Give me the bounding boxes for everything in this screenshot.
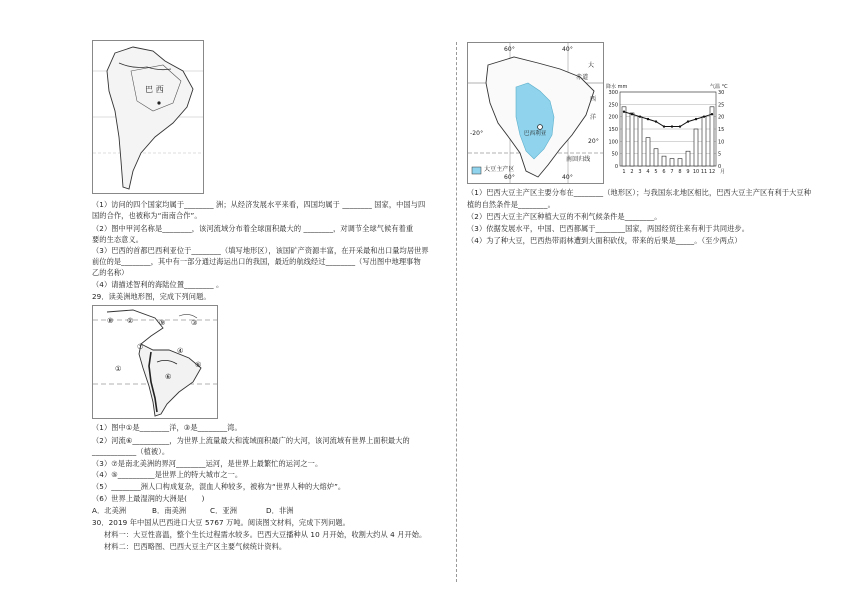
temp-tick-15: 15	[718, 127, 725, 133]
month-label-6: 6	[662, 169, 666, 175]
temperature-point-7	[671, 125, 673, 127]
temp-tick-30: 30	[718, 90, 725, 96]
q28-line-3: （2）图中甲河名称是________，该河流域分布着全球面积最大的 ________，对调节全球气候有着重	[92, 224, 414, 233]
column-divider	[456, 42, 457, 582]
q30r-line-5: （4）为了种大豆，巴西热带雨林遭到大面积砍伐，带来的后果是_____。（至少两点）	[467, 236, 742, 245]
precip-tick-150: 150	[608, 127, 618, 133]
map2-label-1: ①	[115, 364, 122, 373]
month-label-11: 11	[700, 169, 708, 175]
map3-lon-bottom-left: 60°	[504, 174, 515, 181]
month-label-2: 2	[630, 169, 634, 175]
precip-bar-5	[654, 149, 658, 166]
q30-line-2: 材料一：大豆性喜温，整个生长过程需水较多。巴西大豆播种从 10 月开始，收割大约从 4 月开始。	[104, 530, 427, 539]
americas-map	[92, 305, 218, 419]
temperature-point-3	[639, 115, 641, 117]
precip-tick-250: 250	[608, 102, 618, 109]
map2-label-6: ⑥	[165, 372, 172, 381]
month-label-8: 8	[678, 169, 682, 175]
precip-tick-0: 0	[614, 164, 618, 170]
month-label-7: 7	[670, 169, 674, 175]
precip-tick-300: 300	[608, 90, 618, 96]
q28-line-4: 要的生态意义。	[92, 235, 144, 244]
precip-bar-3	[638, 117, 642, 166]
map2-label-2: ②	[127, 316, 134, 325]
map2-label-7: ⑦	[137, 342, 144, 351]
q29-line-5: （4）⑤__________是世界上的特大城市之一。	[92, 470, 243, 479]
map2-label-5: ⑤	[195, 360, 202, 369]
map3-lon-left: 60°	[504, 46, 515, 53]
temperature-point-8	[679, 125, 681, 127]
map3-lon-bottom-right: 40°	[562, 174, 573, 181]
map3-lon-right: 40°	[562, 46, 573, 53]
q29-line-3: ____________（植被）。	[92, 447, 170, 456]
temperature-point-4	[647, 118, 649, 120]
precip-bar-9	[686, 151, 690, 166]
brazil-soybean-map	[467, 42, 604, 184]
map3-tropic: 南回归线	[566, 156, 591, 163]
map3-legend: 大豆主产区	[484, 166, 515, 173]
temperature-line	[624, 112, 712, 127]
q28-line-8: （4）请描述智利的海陆位置________ 。	[92, 280, 224, 289]
q29-line-2: （2）河流⑥__________，为世界上流量最大和流域面积最广的大河，该河流域有世界上面积最大的	[92, 436, 410, 445]
month-label-1: 1	[622, 169, 626, 175]
precip-bar-2	[630, 113, 634, 166]
map3-ocean-top: 大	[588, 62, 595, 69]
q29-line-1: （1）图中①是________洋，③是________湾。	[92, 423, 242, 432]
map2-label-9: ⑨	[159, 318, 166, 327]
q30r-line-2: 植的自然条件是________。	[467, 200, 555, 209]
precip-bar-11	[702, 117, 706, 166]
map3-equator: 赤道	[576, 74, 589, 81]
q29-option-b: B．南美洲	[152, 506, 187, 515]
map2-label-8: ⑧	[107, 316, 114, 325]
precip-bar-8	[678, 159, 682, 166]
q28-line-7: 乙的名称）	[92, 268, 129, 277]
q28-line-1: （1）访问的四个国家均属于________ 洲；从经济发展水平来看，四国均属于 ________ 国家，中国与四	[92, 200, 426, 209]
temp-tick-0: 0	[718, 164, 722, 170]
map3-lat-left: -20°	[470, 130, 484, 137]
temperature-point-6	[663, 125, 665, 127]
temp-axis-label: 气温 °C	[710, 84, 728, 90]
precip-axis-label: 降水 mm	[606, 84, 628, 90]
precip-bar-6	[662, 156, 666, 166]
q29-option-d: D．非洲	[266, 506, 294, 515]
map1-brazil-label: 巴 西	[145, 85, 164, 94]
map3-lat-right: 20°	[588, 138, 599, 145]
month-label-4: 4	[646, 169, 650, 175]
q28-line-2: 国的合作，也被称为“南南合作”。	[92, 211, 202, 220]
month-label-3: 3	[638, 169, 642, 175]
precip-bar-12	[710, 107, 714, 166]
south-america-map	[92, 40, 204, 194]
q28-line-5: （3）巴西的首都巴西利亚位于________（填写地形区），该国矿产资源丰富，在开采最和出口量均居世界	[92, 246, 429, 255]
map3-city: 巴西利亚	[524, 131, 547, 137]
q29-line-4: （3）⑦是南北美洲的界河________运河，是世界上最繁忙的运河之一。	[92, 459, 323, 468]
q29-line-7: （6）世界上最湿润的大洲是( )	[92, 494, 205, 503]
precip-bar-4	[646, 138, 650, 166]
temperature-point-10	[695, 118, 697, 120]
q29-option-a: A．北美洲	[92, 506, 127, 515]
precip-tick-100: 100	[608, 139, 618, 146]
month-label-9: 9	[686, 169, 690, 175]
climate-chart	[604, 80, 734, 186]
temp-tick-20: 20	[718, 114, 725, 121]
q29-option-c: C．亚洲	[210, 506, 237, 515]
q29-line-6: （5）________洲人口构成复杂，混血人种较多，被称为“世界人种的大熔炉”。	[92, 482, 346, 491]
temperature-point-1	[623, 111, 625, 113]
q30r-line-3: （2）巴西大豆主产区种植大豆的不利气候条件是________。	[467, 212, 662, 221]
precip-tick-200: 200	[608, 114, 618, 121]
temperature-point-12	[711, 113, 713, 115]
map3-ocean-side: 西	[590, 96, 597, 103]
temp-tick-10: 10	[718, 139, 725, 146]
q30-line-3: 材料二：巴西略图、巴西大豆主产区主要气候统计资料。	[104, 542, 287, 551]
x-axis-unit: 月	[720, 169, 726, 175]
map3-ocean-low: 洋	[590, 114, 597, 121]
month-label-12: 12	[708, 169, 716, 175]
precip-bar-7	[670, 159, 674, 166]
map2-label-4: ④	[177, 346, 184, 355]
month-label-10: 10	[692, 169, 700, 175]
temperature-point-2	[631, 113, 633, 115]
precip-bar-1	[622, 107, 626, 166]
precip-bar-10	[694, 129, 698, 166]
temperature-point-11	[703, 115, 705, 117]
q28-line-6: 前位的是________，其中有一部分通过海运出口的我国，最近的航线经过________（写出图中地理事物	[92, 257, 421, 266]
month-label-5: 5	[654, 169, 658, 175]
precip-tick-50: 50	[611, 151, 618, 158]
temp-tick-5: 5	[718, 151, 722, 158]
q30r-line-4: （3）依据发展水平，中国、巴西都属于________国家，两国经贸往来有利于共同进步。	[467, 224, 750, 233]
temperature-point-9	[687, 120, 689, 122]
q29-title: 29．读美洲地形图，完成下列问题。	[92, 292, 211, 301]
temp-tick-25: 25	[718, 102, 725, 109]
map2-label-3: ③	[191, 318, 198, 327]
q30r-line-1: （1）巴西大豆主产区主要分布在________（地形区）；与我国东北地区相比，巴西大豆主产区有利于大豆种	[467, 188, 811, 197]
q30-line-1: 30．2019 年中国从巴西进口大豆 5767 万吨。阅读图文材料，完成下列问题。	[92, 518, 350, 527]
temperature-point-5	[655, 120, 657, 122]
